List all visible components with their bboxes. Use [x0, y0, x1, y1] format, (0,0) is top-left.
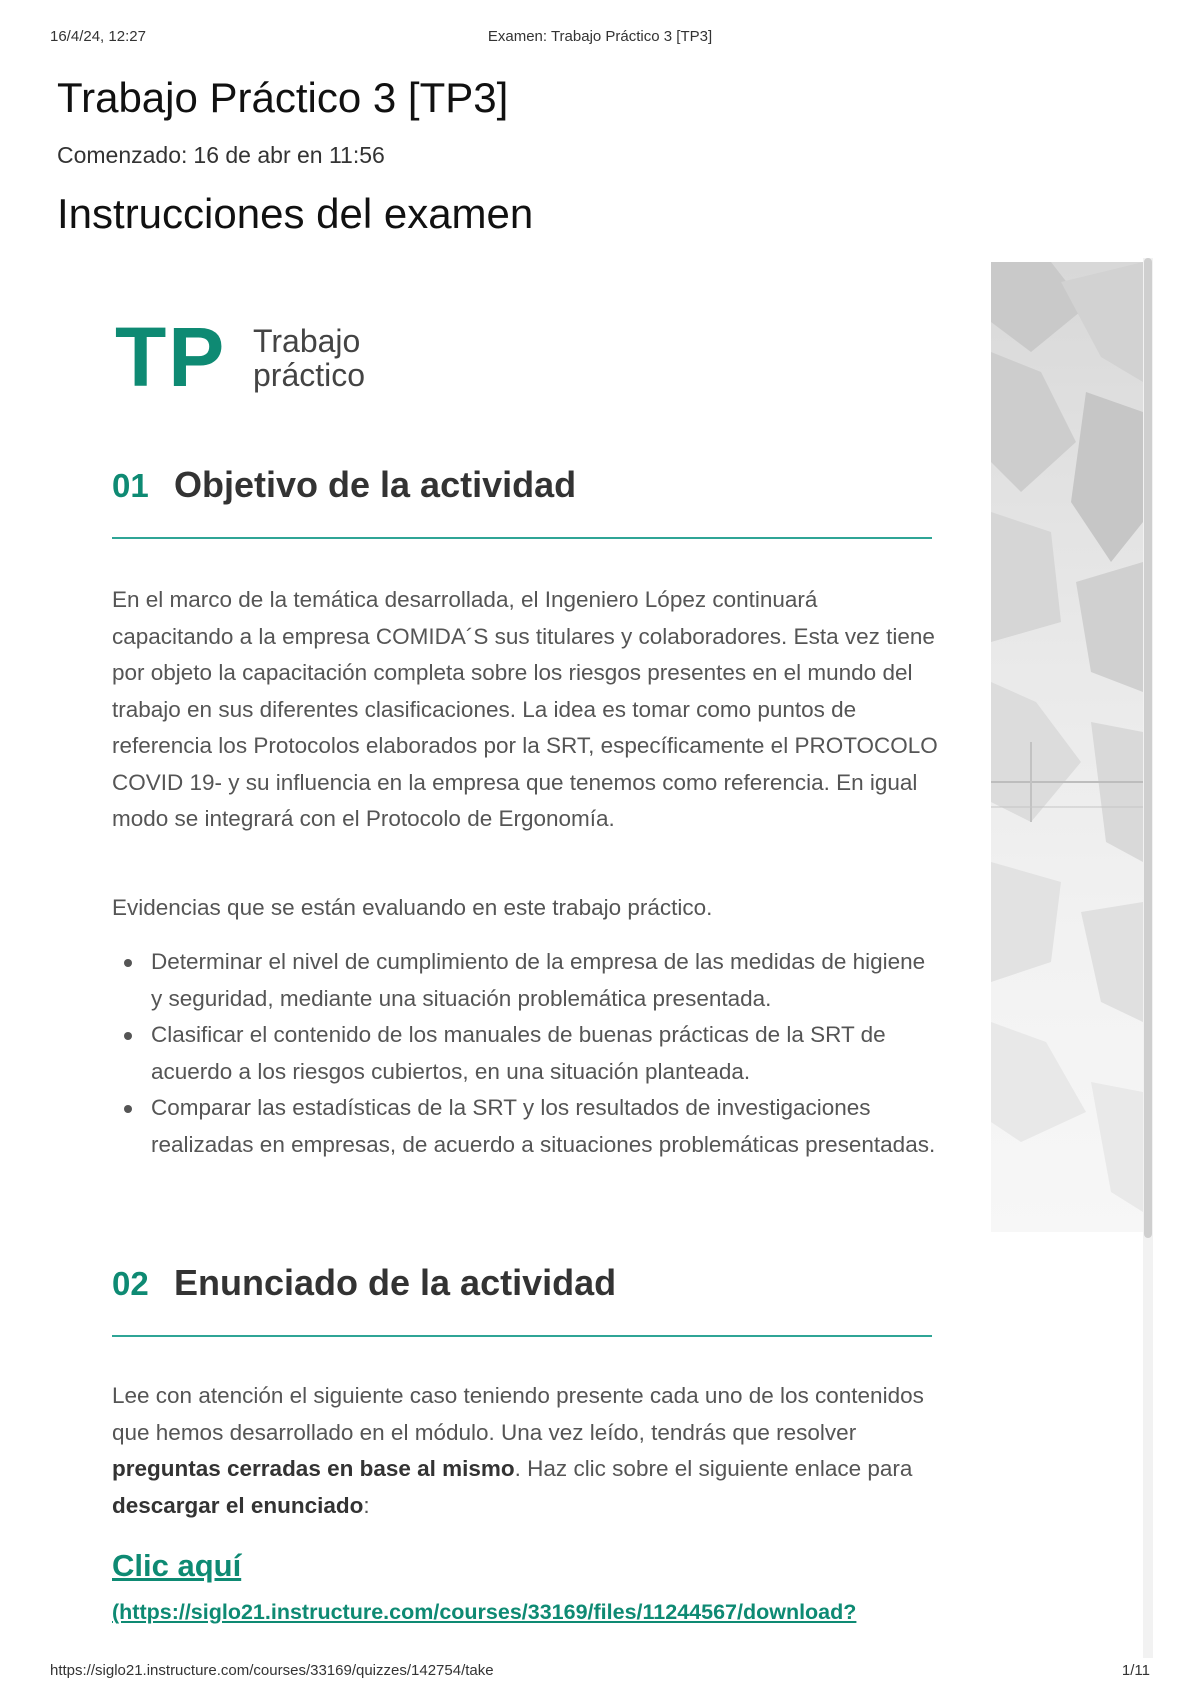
- page-title: Trabajo Práctico 3 [TP3]: [57, 74, 509, 121]
- logo-wordmark: [253, 324, 365, 392]
- evidence-intro: Evidencias que se están evaluando en este trabajo práctico.: [112, 895, 713, 920]
- section-1-number: 01: [112, 467, 149, 504]
- section-2-title: Enunciado de la actividad: [174, 1262, 617, 1303]
- print-doc-title: Examen: Trabajo Práctico 3 [TP3]: [487, 28, 713, 45]
- instructions-title: Instrucciones del examen: [57, 190, 534, 237]
- started-info: [57, 142, 391, 169]
- section-2-divider: [112, 1335, 932, 1337]
- section-2-number: 02: [112, 1265, 149, 1302]
- started-value: 16 de abr en 11:56: [193, 142, 385, 168]
- download-link[interactable]: Clic aquí: [112, 1548, 242, 1583]
- section-2-paragraph: [112, 1378, 942, 1524]
- section-1-heading: [112, 464, 932, 506]
- download-url-link[interactable]: (https://siglo21.instructure.com/courses/33169/files/11244567/download?: [112, 1600, 857, 1624]
- section-1-paragraph: En el marco de la temática desarrollada, el Ingeniero López continuará capacitando a la empresa COMIDA´S sus titulares y colaboradores. Esta vez tiene por objeto la capacitación completa sobre los riesgos presentes en el mundo del trabajo en sus diferentes clasificaciones. La idea es tomar como puntos de referencia los Protocolos elaborados por la SRT, específicamente el PROTOCOLO COVID 19- y su influencia en la empresa que tenemos como referencia. En igual modo se integrará con el Protocolo de Ergonomía.: [112, 587, 938, 831]
- print-url: https://siglo21.instructure.com/courses/33169/quizzes/142754/take: [50, 1662, 494, 1679]
- print-header: [0, 28, 1200, 48]
- scrollbar-thumb[interactable]: [1144, 258, 1152, 1238]
- scrollbar[interactable]: [1143, 258, 1153, 1658]
- list-item: Determinar el nivel de cumplimiento de la empresa de las medidas de higiene y seguridad, mediante una situación problemática presentada.: [112, 944, 942, 1017]
- section-2-heading: [112, 1262, 932, 1304]
- para-bold-text: preguntas cerradas en base al mismo: [112, 1456, 515, 1481]
- decorative-side-image: [991, 262, 1143, 1232]
- section-1-divider: [112, 537, 932, 539]
- logo-mark: TP: [115, 310, 227, 404]
- list-item: Comparar las estadísticas de la SRT y los resultados de investigaciones realizadas en empresas, de acuerdo a situaciones problemáticas presentadas.: [112, 1090, 942, 1163]
- para-text: :: [363, 1492, 370, 1518]
- section-1-title: Objetivo de la actividad: [174, 464, 577, 505]
- list-item: Clasificar el contenido de los manuales de buenas prácticas de la SRT de acuerdo a los riesgos cubiertos, en una situación planteada.: [112, 1017, 942, 1090]
- logo-word-line2: práctico: [253, 357, 366, 393]
- para-bold-text: descargar el enunciado: [112, 1492, 364, 1518]
- para-text: . Haz clic sobre el siguiente enlace para: [514, 1456, 913, 1481]
- print-page-number: 1/11: [1121, 1662, 1150, 1679]
- para-text: Lee con atención el siguiente caso teniendo presente cada uno de los contenidos que hemos desarrollado en el módulo. Una vez leído, tendrás que resolver: [112, 1383, 924, 1445]
- started-label: Comenzado:: [57, 142, 188, 168]
- print-footer: [0, 1662, 1200, 1682]
- print-datetime: 16/4/24, 12:27: [50, 28, 146, 45]
- logo-word-line1: Trabajo: [253, 323, 361, 359]
- evidence-list: [112, 944, 942, 1163]
